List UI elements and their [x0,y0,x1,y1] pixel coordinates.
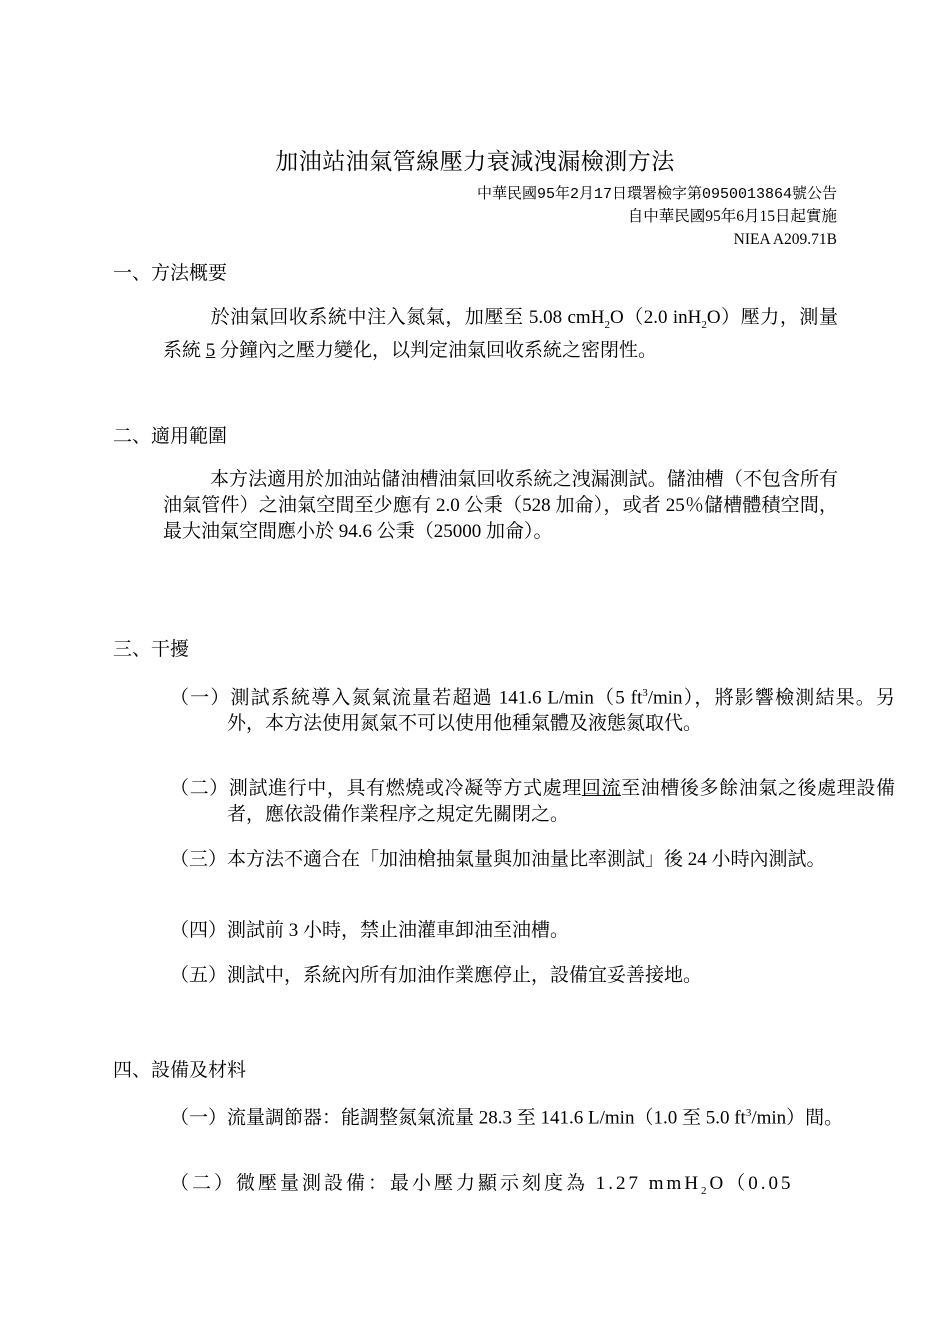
section-heading-equipment: 四、設備及材料 [113,1060,247,1081]
interference-item: （二）測試進行中，具有燃燒或冷凝等方式處理回流至油槽後多餘油氣之後處理設備者，應依設備作業程序之規定先關閉之。 [170,778,895,825]
effective-date-line: 自中華民國95年6月15日起實施 [627,208,837,225]
scope-paragraph: 本方法適用於加油站儲油槽油氣回收系統之洩漏測試。儲油槽（不包含所有油氣管件）之油氣空間至少應有 2.0 公秉（528 加侖），或者 25％儲槽體積空間，最大油氣空間應小於 94.6 公秉（25000 加侖）。 [163,469,838,542]
section-heading-overview: 一、方法概要 [113,263,228,284]
section-heading-interference: 三、干擾 [113,639,190,660]
equipment-item: （二）微壓量測設備：最小壓力顯示刻度為 1.27 mmH$_2$O（0.05 [170,1173,794,1197]
section-heading-scope: 二、適用範圍 [113,426,228,447]
interference-item: （五）測試中，系統內所有加油作業應停止，設備宜妥善接地。 [170,965,703,986]
interference-item: （一）測試系統導入氮氣流量若超過 141.6 L/min（5 $ft^3/\min$），將影響檢測結果。另外，本方法使用氮氣不可以使用他種氣體及液態氮取代。 [170,687,895,735]
method-code: NIEA A209.71B [733,231,837,248]
document-title: 加油站油氣管線壓力衰減洩漏檢測方法 [275,149,675,174]
interference-item: （四）測試前 3 小時，禁止油灌車卸油至油槽。 [170,920,570,941]
announcement-line: 中華民國95年2月17日環署檢字第0950013864號公告 [476,186,837,203]
overview-paragraph: 於油氣回收系統中注入氮氣，加壓至 5.08 cmH$_2$O（2.0 inH$_2$O）壓力，測量系統 5 分鐘內之壓力變化，以判定油氣回收系統之密閉性。 [163,307,838,361]
equipment-item: （一）流量調節器：能調整氮氣流量 28.3 至 141.6 L/min（1.0 至 5.0 $ft^3/\min$）間。 [170,1107,844,1129]
interference-item: （三）本方法不適合在「加油槍抽氣量與加油量比率測試」後 24 小時內測試。 [170,849,826,870]
